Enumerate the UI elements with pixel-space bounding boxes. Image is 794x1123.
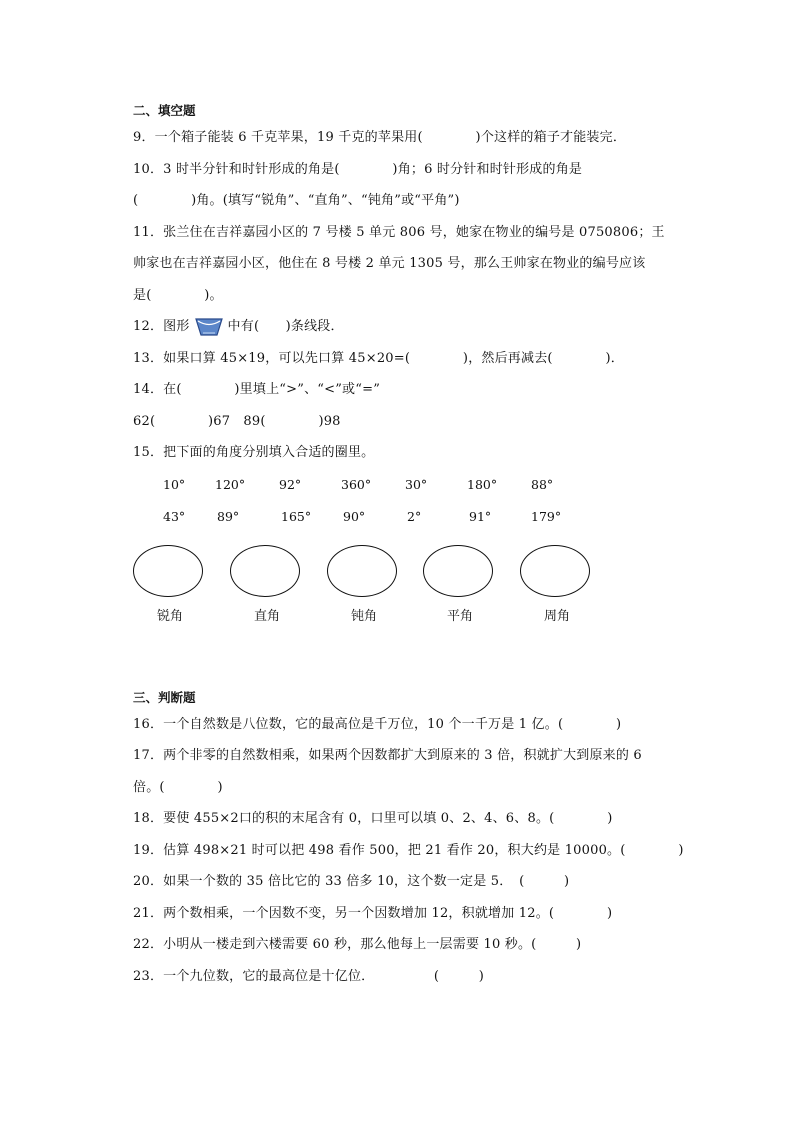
question-12-suffix: 中有( )条线段．: [227, 319, 344, 334]
angle-value: 91°: [469, 508, 492, 524]
oval-label: 平角: [446, 608, 473, 624]
angle-value: 90°: [343, 508, 366, 524]
oval-obtuse-angle[interactable]: [327, 545, 397, 597]
oval-label: 周角: [543, 608, 570, 624]
oval-right-angle[interactable]: [230, 545, 300, 597]
question-18: 18．要使 455×2口的积的末尾含有 0，口里可以填 0、2、4、6、8。( ): [133, 811, 613, 826]
angle-value: 120°: [215, 476, 246, 492]
angle-value: 180°: [467, 476, 498, 492]
answer-ovals: [133, 545, 673, 605]
trapezoid-shape-icon: [194, 317, 224, 337]
question-15: 15．把下面的角度分别填入合适的圈里。: [133, 445, 375, 460]
question-23: 23．一个九位数，它的最高位是十亿位． ( ): [133, 968, 484, 984]
question-19: 19．估算 498×21 时可以把 498 看作 500，把 21 看作 20，积大约是 10000。( ): [133, 842, 684, 858]
question-14-items: 62( )67 89( )98: [133, 413, 341, 429]
section-gap: [133, 635, 673, 687]
oval-labels: [133, 605, 673, 635]
angle-value: 10°: [163, 476, 186, 492]
angle-value: 89°: [217, 508, 240, 524]
question-11-line-3: 是( )。: [133, 287, 223, 303]
angle-value: 179°: [531, 508, 562, 524]
question-12-prefix: 12．图形: [133, 319, 190, 334]
question-13: 13．如果口算 45×19，可以先口算 45×20=( )，然后再减去( )．: [133, 350, 624, 366]
angle-value: 30°: [405, 476, 428, 492]
oval-full-angle[interactable]: [520, 545, 590, 597]
question-11-line-1: 11．张兰住在吉祥嘉园小区的 7 号楼 5 单元 806 号，她家在物业的编号是 0750806；王: [133, 224, 665, 240]
question-21: 21．两个数相乘，一个因数不变，另一个因数增加 12，积就增加 12。( ): [133, 905, 613, 921]
angle-value: 92°: [279, 476, 302, 492]
question-16: 16．一个自然数是八位数，它的最高位是千万位，10 个一千万是 1 亿。( ): [133, 716, 622, 732]
question-12: [133, 311, 673, 343]
oval-label: 直角: [253, 608, 280, 624]
oval-straight-angle[interactable]: [423, 545, 493, 597]
question-10-line-1: 10．3 时半分针和时针形成的角是( )角；6 时分针和时针形成的角是: [133, 161, 583, 177]
question-9: 9．一个箱子能装 6 千克苹果，19 千克的苹果用( )个这样的箱子才能装完．: [133, 130, 627, 145]
question-22: 22．小明从一楼走到六楼需要 60 秒，那么他每上一层需要 10 秒。( ): [133, 937, 582, 952]
worksheet-page: [133, 100, 684, 992]
question-10-line-2: ( )角。(填写“锐角”、“直角”、“钝角”或“平角”): [133, 193, 460, 208]
question-11-line-2: 帅家也在吉祥嘉园小区，他住在 8 号楼 2 单元 1305 号，那么王帅家在物业的编号应该: [133, 256, 646, 271]
angle-value: 88°: [531, 476, 554, 492]
angle-value: 2°: [407, 508, 422, 524]
section-title-fill: 二、填空题: [133, 103, 196, 118]
section-title-judge: 三、判断题: [133, 689, 196, 705]
question-20: 20．如果一个数的 35 倍比它的 33 倍多 10，这个数一定是 5． ( ): [133, 874, 570, 889]
angle-value: 43°: [163, 508, 186, 524]
oval-label: 钝角: [350, 608, 377, 624]
question-17-line-1: 17．两个非零的自然数相乘，如果两个因数都扩大到原来的 3 倍，积就扩大到原来的 6: [133, 748, 642, 763]
oval-label: 锐角: [156, 608, 183, 624]
angle-value: 165°: [281, 508, 312, 524]
angle-value: 360°: [341, 476, 372, 492]
angle-values: [133, 471, 673, 535]
question-17-line-2: 倍。( ): [133, 779, 223, 795]
question-14: 14．在( )里填上“>”、“<”或“=”: [133, 382, 381, 397]
oval-acute-angle[interactable]: [133, 545, 203, 597]
